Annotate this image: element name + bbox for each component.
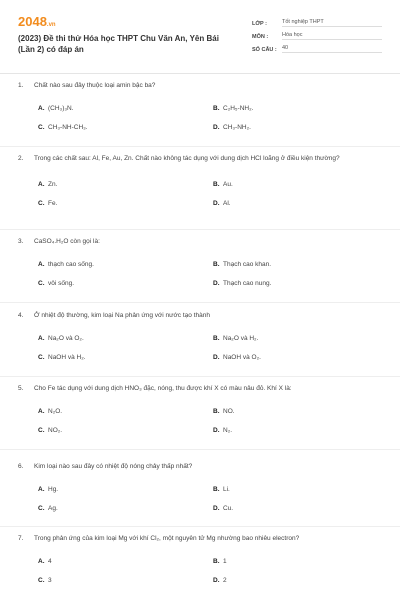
option-b[interactable]: [213, 260, 388, 272]
option-text: (CH₃)₃N.: [48, 105, 74, 112]
meta-subject-value: Hóa học: [282, 32, 382, 40]
option-letter: A.: [38, 558, 45, 565]
option-letter: B.: [213, 486, 220, 493]
meta-count-row: [252, 42, 382, 53]
question-divider: [0, 302, 400, 303]
question-divider: [0, 376, 400, 377]
option-text: Thạch cao nung.: [223, 280, 272, 287]
question-text: [18, 311, 382, 321]
question-number: 1.: [18, 82, 24, 89]
option-text: N₂.: [223, 427, 233, 434]
meta-subject-row: [252, 29, 382, 40]
option-letter: C.: [38, 200, 45, 207]
option-letter: C.: [38, 505, 45, 512]
option-text: 4: [48, 558, 52, 565]
option-letter: D.: [213, 427, 220, 434]
option-letter: C.: [38, 354, 45, 361]
meta-class-row: [252, 16, 382, 27]
question-6: [18, 462, 382, 516]
logo-sub: .vn: [46, 22, 56, 28]
option-letter: A.: [38, 486, 45, 493]
option-letter: A.: [38, 335, 45, 342]
option-text: Cu.: [223, 505, 234, 512]
question-divider: [0, 526, 400, 527]
option-letter: B.: [213, 335, 220, 342]
option-text: 3: [48, 577, 52, 584]
options-grid: [38, 407, 382, 438]
logo-main: 2048: [18, 14, 47, 29]
question-divider: [0, 229, 400, 230]
option-d[interactable]: [213, 123, 388, 135]
question-body: Cho Fe tác dụng với dung dịch HNO₃ đặc, nóng, thu được khí X có màu nâu đỏ. Khí X là:: [34, 385, 292, 392]
question-divider: [0, 146, 400, 147]
question-number: 7.: [18, 535, 24, 542]
question-3: [18, 237, 382, 291]
question-text: [18, 384, 382, 394]
option-letter: D.: [213, 124, 220, 131]
option-b[interactable]: [213, 104, 388, 116]
options-grid: [38, 180, 382, 211]
option-c[interactable]: [38, 123, 213, 135]
option-text: NO₂.: [48, 427, 63, 434]
option-letter: A.: [38, 408, 45, 415]
question-body: Ở nhiệt độ thường, kim loại Na phản ứng với nước tạo thành: [34, 312, 210, 319]
question-text: [18, 462, 382, 472]
option-text: vôi sống.: [48, 280, 75, 287]
meta-count-value: 40: [282, 45, 382, 53]
question-number: 3.: [18, 238, 24, 245]
question-divider: [0, 449, 400, 450]
question-5: [18, 384, 382, 438]
options-grid: [38, 485, 382, 516]
option-text: 1: [223, 558, 227, 565]
option-text: Au.: [223, 181, 233, 188]
question-number: 4.: [18, 312, 24, 319]
option-a[interactable]: [38, 180, 213, 192]
option-text: CH₃-NH-CH₃.: [48, 124, 88, 131]
option-d[interactable]: [213, 279, 388, 291]
question-number: 5.: [18, 385, 24, 392]
option-letter: B.: [213, 408, 220, 415]
question-2: [18, 154, 382, 211]
question-body: Trong phản ứng của kim loại Mg với khí Cl₂, một nguyên tử Mg nhường bao nhiêu electron?: [34, 535, 300, 542]
option-c[interactable]: [38, 426, 213, 438]
option-d[interactable]: [213, 504, 388, 516]
option-a[interactable]: [38, 557, 213, 569]
question-4: [18, 311, 382, 365]
option-letter: C.: [38, 280, 45, 287]
option-b[interactable]: [213, 485, 388, 497]
question-body: Kim loại nào sau đây có nhiệt độ nóng chảy thấp nhất?: [34, 463, 193, 470]
option-text: NaOH và O₂.: [223, 354, 261, 361]
option-c[interactable]: [38, 576, 213, 588]
option-text: thạch cao sống.: [48, 261, 94, 268]
option-b[interactable]: [213, 180, 388, 192]
option-text: Li.: [223, 486, 230, 493]
option-text: Al.: [223, 200, 231, 207]
document-title: (2023) Đề thi thử Hóa học THPT Chu Văn An, Yên Bái (Lần 2) có đáp án: [18, 34, 219, 54]
option-letter: B.: [213, 558, 220, 565]
option-b[interactable]: [213, 407, 388, 419]
option-letter: A.: [38, 261, 45, 268]
option-text: Zn.: [48, 181, 58, 188]
question-7: [18, 534, 382, 588]
option-text: Hg.: [48, 486, 59, 493]
option-a[interactable]: [38, 407, 213, 419]
question-body: CaSO₄.H₂O còn gọi là:: [34, 238, 100, 245]
meta-count-label: SỐ CÂU :: [252, 47, 277, 53]
question-text: [18, 237, 382, 247]
option-d[interactable]: [213, 576, 388, 588]
question-text: [18, 81, 382, 91]
option-text: Na₂O và H₂.: [223, 335, 259, 342]
option-text: 2: [223, 577, 227, 584]
option-c[interactable]: [38, 504, 213, 516]
page-header: [0, 0, 400, 73]
option-letter: D.: [213, 577, 220, 584]
option-text: Thạch cao khan.: [223, 261, 272, 268]
option-a[interactable]: [38, 485, 213, 497]
option-text: N₂O.: [48, 408, 63, 415]
brand-logo[interactable]: [18, 14, 56, 29]
question-number: 2.: [18, 155, 24, 162]
option-letter: C.: [38, 577, 45, 584]
meta-info: [252, 16, 382, 55]
question-text: [18, 154, 382, 164]
option-text: C₂H₅-NH₂.: [223, 105, 254, 112]
option-c[interactable]: [38, 199, 213, 211]
option-text: Ag.: [48, 505, 58, 512]
option-text: NO.: [223, 408, 235, 415]
options-grid: [38, 260, 382, 291]
option-d[interactable]: [213, 426, 388, 438]
option-letter: D.: [213, 354, 220, 361]
option-a[interactable]: [38, 260, 213, 272]
option-b[interactable]: [213, 557, 388, 569]
header-divider: [0, 73, 400, 74]
option-letter: D.: [213, 505, 220, 512]
question-body: Chất nào sau đây thuộc loại amin bậc ba?: [34, 82, 156, 89]
question-text: [18, 534, 382, 544]
option-letter: C.: [38, 427, 45, 434]
option-letter: B.: [213, 105, 220, 112]
option-d[interactable]: [213, 199, 388, 211]
option-text: Na₂O và O₂.: [48, 335, 84, 342]
option-text: NaOH và H₂.: [48, 354, 86, 361]
option-letter: C.: [38, 124, 45, 131]
options-grid: [38, 104, 382, 135]
option-a[interactable]: [38, 104, 213, 116]
options-grid: [38, 334, 382, 365]
meta-subject-label: MÔN :: [252, 34, 269, 40]
option-letter: B.: [213, 181, 220, 188]
option-text: Fe.: [48, 200, 58, 207]
option-c[interactable]: [38, 279, 213, 291]
option-b[interactable]: [213, 334, 388, 346]
options-grid: [38, 557, 382, 588]
option-a[interactable]: [38, 334, 213, 346]
option-d[interactable]: [213, 353, 388, 365]
option-letter: A.: [38, 105, 45, 112]
question-number: 6.: [18, 463, 24, 470]
meta-class-value: Tốt nghiệp THPT: [282, 19, 382, 27]
option-letter: D.: [213, 280, 220, 287]
meta-class-label: LỚP :: [252, 21, 267, 27]
question-1: [18, 81, 382, 135]
option-letter: D.: [213, 200, 220, 207]
option-letter: B.: [213, 261, 220, 268]
question-body: Trong các chất sau: Al, Fe, Au, Zn. Chất nào không tác dụng với dung dịch HCl loãng ở điều kiện thường?: [34, 155, 340, 162]
option-text: CH₃-NH₂.: [223, 124, 251, 131]
option-letter: A.: [38, 181, 45, 188]
option-c[interactable]: [38, 353, 213, 365]
